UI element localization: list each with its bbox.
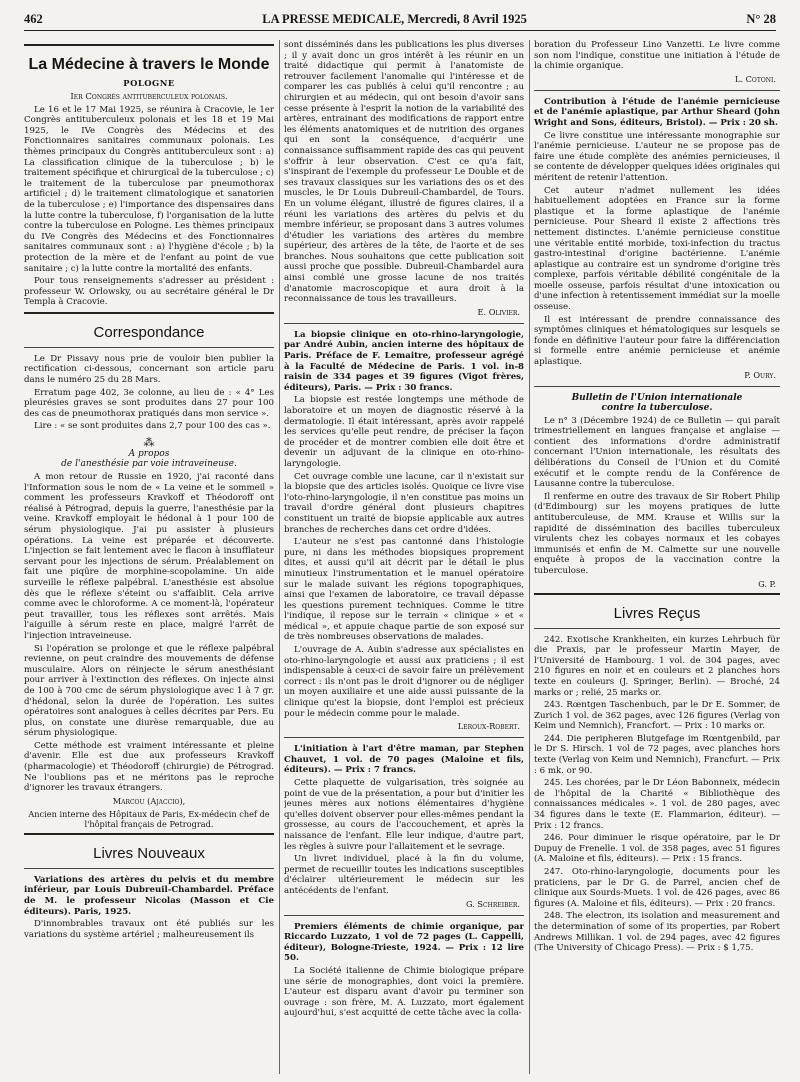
paragraph: D'innombrables travaux ont été publiés sur les variations du système artériel ; malheureusement ils [24,919,274,940]
section-rule [24,312,274,314]
paragraph: Cet auteur n'admet nullement les idées habituellement adoptées en France sur la forme plastique et la forme aplastique de l'anémie pernicieuse. Pour Sheard il existe 2 affections très nettement distinctes. L'anémie pernicieuse constitue une véritable entité morbide, toxi-infection du tractus gastro-intestinal d'origine bactérienne. L'anémie aplastique au contraire est un syndrome d'origine très complexe, parfois véritable débilité congénitale de la moelle osseuse, parfois résultat d'une intoxication ou d'une infection à retentissement immédiat sur la moelle osseuse. [534,185,780,313]
section-title-medecine: La Médecine à travers le Monde [28,56,270,73]
article-subtitle: de l'anesthésie par voie intraveineuse. [61,459,237,470]
signature-affiliation: Ancien interne des Hôpitaux de Paris, Ex-médecin chef de l'hôpital français de Petrograd. [28,808,270,829]
signature: E. Olivier. [477,306,520,317]
journal-title: LA PRESSE MEDICALE, Mercredi, 8 Avril 1925 [262,11,527,26]
book-entry: Variations des artères du pelvis et du membre inférieur, par Louis Dubreuil-Chambardel. Préface de M. le professeur Nicolas (Masson et Cie éditeurs). Paris, 1925. [24,874,274,917]
column-divider [279,40,280,1074]
paragraph: Le Dr Pissavy nous prie de vouloir bien publier la rectification ci-dessous, concernant son article paru dans le numéro 25 du 28 Mars. [24,353,274,386]
signature: L. Cotoni. [735,73,776,84]
paragraph: Cette plaquette de vulgarisation, très soignée au point de vue de la présentation, a pour but d'initier les jeunes mères aux notions élémentaires d'hygiène qu'elles doivent observer pour elles-mêmes pendant la grossesse, au cours de l'accouchement, et après la naissance de l'enfant. Elle leur indique, d'autre part, les règles à suivre pour l'allaitement et le sevrage. [284,778,524,852]
book-entry: L'initiation à l'art d'être maman, par Stephen Chauvet, 1 vol. de 70 pages (Maloine et fils, éditeurs). — Prix : 7 francs. [284,744,524,776]
paragraph: L'auteur ne s'est pas cantonné dans l'histologie pure, ni dans les méthodes biopsiques proprement dites, et aussi qu'il ait décrit par le détail le plus minutieux l'instrumentation et le manuel opératoire sur le malade suivant les régions topographiques, ainsi que l'examen de laboratoire, ce travail dépasse les questions purement techniques. Comme le titre l'indique, il repose sur le terrain « clinique » et « médical », et appuie chaque partie de son exposé sur de très nombreuses observations de malades. [284,537,524,643]
section-title-livres-recus: Livres Reçus [613,604,701,622]
column-right [534,40,780,1076]
section-rule [24,833,274,835]
signature: G. P. [758,578,776,589]
divider [284,737,524,738]
article-title: A propos [128,449,170,460]
received-book-244: 244. Die peripheren Blutgefage im Rœntgenbild, par le Dr S. Hirsch. 1 vol de 72 pages, avec planches hors texte (Verlag von Keim und Nemnich), Francfurt. — Prix : 6 mk. or 90. [534,733,780,776]
divider [284,323,524,324]
paragraph: Erratum page 402, 3e colonne, au lieu de : « 4° Les pleurésies graves se sont produites dans 27 pour 100 des cas de pneumothorax pratiqués dans mon service ». [24,387,274,419]
article-title: Bulletin de l'Union internationale [571,392,743,403]
paragraph: boration du Professeur Lino Vanzetti. Le livre comme son nom l'indique, constitue une initiation à l'étude de la chimie organique. [534,40,780,72]
paragraph: Cette méthode est vraiment intéressante et pleine d'avenir. Elle est due aux professeurs Kravkoff (pharmacologie) et Théodoroff (chirurgie) de Pétrograd. Ne l'oublions pas et ne méritons pas le reproche d'ignorer les travaux étrangers. [24,740,274,794]
column-middle [284,40,524,1076]
section-title-livres-nouveaux: Livres Nouveaux [93,844,205,862]
divider [24,347,274,348]
paragraph: Un livret individuel, placé à la fin du volume, permet de recueillir toutes les indications susceptibles d'éclairer ultérieurement le médecin sur les antécédents de l'enfant. [284,854,524,896]
asterism: ⁂ [143,436,155,450]
received-book-246: 246. Pour diminuer le risque opératoire, par le Dr Dupuy de Frenelle. 1 vol. de 358 pages, avec 51 figures (A. Maloine et fils, éditeurs). — Prix : 15 francs. [534,833,780,865]
column-divider [529,40,530,1074]
paragraph: Ce livre constitue une intéressante monographie sur l'anémie pernicieuse. L'auteur ne se propose pas de faire une étude complète des anémies pernicieuses, il se contente de développer quelques idées originales qui méritent de retenir l'attention. [534,130,780,183]
paragraph: Cet ouvrage comble une lacune, car il n'existait sur la biopsie que des articles isolés. Quoique ce livre vise l'oto-rhino-laryngologie, il n'en constitue pas moins un travail d'ordre général dont plusieurs chapitres constituent un traité de biopsie applicable aux autres branches de recherches dans cet ordre d'idées. [284,471,524,535]
signature: G. Schreiber. [465,898,520,909]
paragraph: Il est intéressant de prendre connaissance des symptômes cliniques et hématologiques sur lesquels se fonde en définitive l'auteur pour faire la différenciation si formelle entre anémie pernicieuse et anémie aplastique. [534,314,780,368]
article-subtitle: contre la tuberculose. [601,402,713,413]
received-book-242: 242. Exotische Krankheiten, ein kurzes Lehrbuch für die Praxis, par le professeur Martin Mayer, de l'Université de Hambourg. 1 vol. de 304 pages, avec 210 figures en noir et en couleurs et 2 planches hors texte en couleurs (J. Springer, Berlin). — Broché, 24 marks or ; relié, 25 marks or. [534,634,780,698]
paragraph: L'ouvrage de A. Aubin s'adresse aux spécialistes en oto-rhino-laryngologie et aussi aux praticiens ; il est indispensable à ceux-ci de savoir faire un prélèvement correct : ils n'ont pas le droit d'ignorer ou de négliger un moyen auxiliaire et une aide aussi puissante de la clinique qu'est la biopsie, dont l'emploi est précieux pour le médecin comme pour le malade. [284,645,524,719]
received-book-243: 243. Rœntgen Taschenbuch, par le Dr E. Sommer, de Zurich 1 vol. de 362 pages, avec 126 figures (Verlag von Keim und Nemnich), Francfort. — Prix : 10 marks or. [534,700,780,732]
paragraph: Le n° 3 (Décembre 1924) de ce Bulletin — qui paraît trimestriellement en langues française et anglaise — contient des informations d'ordre administratif concernant l'Union internationale, les résultats des délibérations du Conseil de l'Union et du Comité exécutif et le compte rendu de la Conférence de Lausanne contre la tuberculose. [534,415,780,490]
book-entry: La biopsie clinique en oto-rhino-laryngologie, par André Aubin, ancien interne des hôpitaux de Paris. Préface de F. Lemaitre, professeur agrégé à la Faculté de Médecine de Paris. 1 vol. in-8 raisin de 334 pages et 39 figures (Vigot frères, éditeurs), Paris. — Prix : 30 francs. [284,329,524,393]
received-book-245: 245. Les chorées, par le Dr Léon Babonneix, médecin de l'hôpital de la Charité « Bibliothèque des connaissances médicales ». 1 vol. de 280 pages, avec 34 figures dans le texte (E. Flammarion, éditeur). — Prix : 12 francs. [534,778,780,831]
divider [284,915,524,916]
section-rule [534,593,780,595]
paragraph: Lire : « se sont produites dans 2,7 pour 100 des cas ». [34,421,271,432]
divider [534,90,780,91]
subsection-title-pologne: POLOGNE [123,78,175,88]
paragraph: A mon retour de Russie en 1920, j'ai raconté dans l'Information sous le nom de « La veine et le sommeil » comment les professeurs Kravkoff et Théodoroff ont réalisé à Pétrograd, depuis la guerre, l'anesthésie par la veine. Kravkoff employait le hédonal à 1 pour 100 de sérum physiologique. J'ai pu assister à plusieurs opérations. La veine est préparée et découverte. L'injection se fait lentement avec le flacon à insufflateur servant pour les injections de sérum. Préalablement on fait une piqûre de morphine-scopolamine. Un aide surveille le réflexe palpébral. L'anesthésie est absolue dès que le réflexe s'éteint ou s'affaiblit. Cela arrive comme avec le chloroforme. A ce moment-là, l'opérateur peut travailler, tous les réflexes sont arrêtés. Mais l'aiguille à sérum reste en place, malgré l'arrêt de l'injection intraveineuse. [24,472,274,641]
received-book-247: 247. Oto-rhino-laryngologie, documents pour les praticiens, par le Dr G. de Parrel, ancien chef de clinique aux Sourds-Muets. 1 vol. de 426 pages, avec 86 figures (A. Maloine et fils, éditeurs). — Prix : 20 francs. [534,867,780,909]
paragraph: La biopsie est restée longtemps une méthode de laboratoire et un moyen de diagnostic réservé à la dermatologie. Il était intéressant, après avoir rappelé les services qu'elle peut rendre, de préciser la façon de procéder et de montrer combien elle doit être et devenir un adjuvant de la clinique en oto-rhino-laryngologie. [284,395,524,469]
column-left [24,40,274,1076]
divider [24,868,274,869]
signature: Leroux-Robert. [457,721,520,732]
signature: P. Oury. [744,369,776,380]
article-heading: Ier Congrès antituberculeux polonais. [70,92,228,102]
received-book-248: 248. The electron, its isolation and measurement and the determination of some of its properties, par Robert Andrews Millikan. 1 vol. de 294 pages, avec 42 figures (The University of Chicago Press). — Prix : $ 1,75. [534,911,780,954]
paragraph: Il renferme en outre des travaux de Sir Robert Philip (d'Edimbourg) sur les moyens pratiques de lutte antituberculeuse, de MM. Krause et Willis sur la rapidité de dissémination des bacilles tuberculeux virulents chez les cobayes normaux et les cobayes immunisés et enfin de M. Calmette sur une nouvelle enquête à propos de la vaccination contre la tuberculose. [534,491,780,576]
paragraph: Si l'opération se prolonge et que le réflexe palpébral revienne, on peut craindre des mouvements de défense musculaire. Alors on réinjecte le sérum anesthésiant pour arriver à l'extinction des réflexes. On injecte ainsi de 100 à 700 cmc de sérum physiologique avec 1 à 7 gr. d'hédonal, selon la durée de l'opération. Les suites opératoires sont analogues à celles décrites par Pers. Eu plus, on constate une diurèse remarquable, due au sérum physiologique. [24,643,274,739]
book-entry: Premiers éléments de chimie organique, par Riccardo Luzzato, 1 vol de 72 pages (L. Cappelli, éditeur), Bologne-Trieste, 1924. — Prix : 12 lire 50. [284,921,524,964]
paragraph: La Société italienne de Chimie biologique prépare une série de monographies, dont voici la première. L'auteur est disparu avant d'avoir pu terminer son ouvrage : son frère, M. A. Luzzato, mort également aujourd'hui, s'est acquitté de cette tâche avec la colla- [284,965,524,1019]
paragraph: Pour tous renseignements s'adresser au président : professeur W. Orlowsky, ou au secrétaire général le Dr Templa à Cracovie. [24,276,274,308]
issue-number: N° 28 [746,11,776,26]
paragraph: sont disséminés dans les publications les plus diverses ; il y avait donc un gros intérêt à les réunir en un traité didactique qui permit à l'anatomiste de retrouver facilement l'anomalie qui l'intéresse et de comparer les cas publiés à celui qu'il rencontre ; au chirurgien et au médecin, qui ont besoin d'avoir sans cesse présente à l'esprit la notion de la variabilité des artères, entrainant des modifications de rapport entre les éléments anatomiques et de nutrition des organes qui en sont la conséquence, d'acquérir une connaissance suffisamment rapide des cas qui peuvent s'offrir à leur observation. C'est ce qu'a fait, s'inspirant de l'exemple du professeur Le Double et de ses travaux classiques sur les variations des os et des muscles, le Dr Louis Dubreuil-Chambardel, de Tours. En un volume élégant, illustré de figures claires, il a réuni les variations des artères du pelvis et du membre inférieur, se proposant dans 3 autres volumes d'étudier les variations des artères du membre supérieur, des artères de la tête, de l'aorte et de ses branches. Nous souhaitons que cette publication soit aussi proche que possible. Dubreuil-Chambardel aura ainsi comblé une grosse lacune de nos traités d'anatomie macroscopique et aura droit à la reconnaissance de tous les travailleurs. [284,40,524,305]
divider [534,386,780,387]
page-header [24,8,776,31]
book-entry: Contribution à l'étude de l'anémie pernicieuse et de l'anémie aplastique, par Arthur Sheard (John Wright and Sons, éditeurs, Bristol). — Prix : 20 sh. [534,96,780,128]
paragraph: Le 16 et le 17 Mai 1925, se réunira à Cracovie, le 1er Congrès antituberculeux polonais et les 18 et 19 Mai 1925, le IVe Congrès des Médecins et des Fonctionnaires sanitaires communaux polonais. Les thèmes principaux du Congrès antituberculeux sont : a) La classification clinique de la tuberculose ; b) le traitement spécifique et chirurgical de la tuberculose ; c) le traitement de la tuberculose par pneumothorax artificiel ; d) le traitement climatologique et sanatorien de la tuberculose ; e) l'importance des dispensaires dans la lutte contre la tuberculose, f) l'organisation de la lutte contre la tuberculose en Pologne. Les thèmes principaux du IVe Congrès des Médecins et des Fonctionnaires sanitaires communaux sont : a) l'hygiène d'école ; b) la protection de la mère et de l'enfant au point de vue sanitaire ; c) la lutte contre la mortalité des enfants. [24,104,274,274]
divider [534,628,780,629]
page-number: 462 [24,11,43,26]
section-title-correspondance: Correspondance [93,323,205,341]
signature: Marcou (Ajaccio), [112,795,186,806]
section-rule [24,44,274,46]
